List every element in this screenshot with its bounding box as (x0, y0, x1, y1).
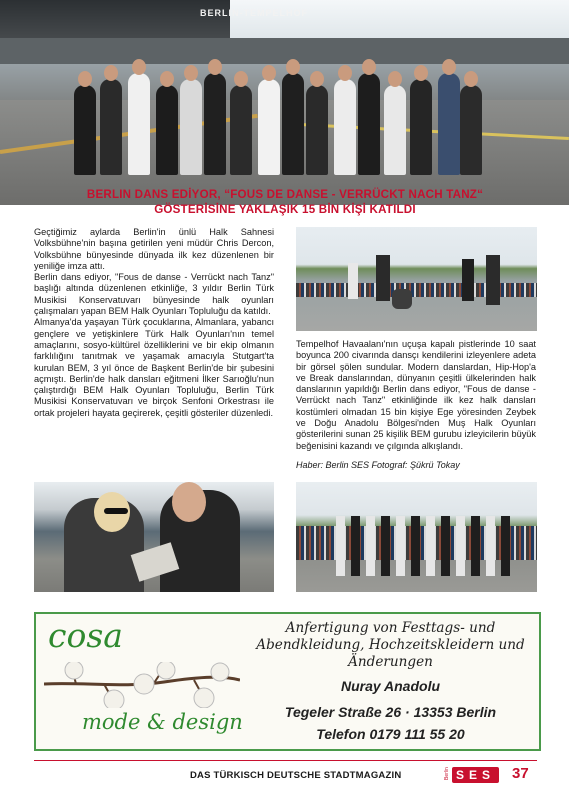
interview-photo (34, 482, 274, 592)
ad-brand-logo: cosa (48, 616, 123, 655)
dancer-figure (381, 516, 390, 576)
person-figure (282, 73, 304, 175)
person-head (464, 71, 478, 87)
dancer-figure (392, 289, 412, 309)
person-figure (100, 79, 122, 175)
person-head (362, 59, 376, 75)
dancer-figure (411, 516, 420, 576)
headline-line2: GÖSTERİSİNE YAKLAŞIK 15 BİN KİŞİ KATILDI (154, 203, 416, 216)
footer-logo-small: Berlin (444, 767, 450, 780)
dancer-figure (486, 516, 495, 576)
man-head (172, 482, 206, 522)
article-paragraph: Berlin dans ediyor, "Fous de danse - Verrückt nach Tanz" başlığı altında düzenlenen etkinliğe, 3 yıldır Berlin Türk Musikisi Konservatuvarı bünyesinde halk oyunları çalışmaları yapan BEM Halk Oyunları Topluluğu da katıldı. (34, 272, 274, 317)
dancer-figure (336, 516, 345, 576)
ad-tagline: Anfertigung von Festtags- und Abendkleidung, Hochzeitskleidern und Änderungen (256, 620, 525, 670)
person-figure (460, 85, 482, 175)
ad-phone: Telefon 0179 111 55 20 (316, 726, 465, 742)
dancer-figure (351, 516, 360, 576)
article-left-column (34, 227, 274, 419)
person-figure (156, 85, 178, 175)
dancer-figure (426, 516, 435, 576)
headline-line1: BERLIN DANS EDİYOR, “FOUS DE DANSE - VERRÜCKT NACH TANZ“ (86, 188, 484, 201)
person-head (184, 65, 198, 81)
article-paragraph: Almanya'da yaşayan Türk çocuklarına, Almanlara, yabancı gençlere ve yetişkinlere Türk Halk Oyunları'nın temel amaçlarını, sosyo-kültürel özelliklerini ve bir ekip olmanın farklılığını tanıtmak ve yaşamak amacıyla Stutgart'ta kurulan BEM, 3 yıl önce de Başkent Berlin'de bir şubesini açmıştı. Berlin'de halk dansları eğitmeni İlker Sarıoğlu'nun çalıştırdığı BEM Halk Oyunları Topluluğu, Berlin Türk Musikisi Konservatuvarı ve birçok Senfoni Orkestrası ile ortak projeleri hayata geçirerek, çeşitli gösteriler düzenledi. (34, 317, 274, 418)
dancer-figure (486, 255, 500, 305)
ses-logo-text: SES (452, 767, 499, 783)
photo-credit: Haber: Berlin SES Fotograf: Şükrü Tokay (296, 460, 460, 470)
terminal-sign: BERLIN-TEMPELHOF (200, 8, 308, 18)
person-head (160, 71, 174, 87)
folk-dance-photo (296, 482, 537, 592)
footer-magazine-title: DAS TÜRKISCH DEUTSCHE STADTMAGAZIN (190, 770, 402, 781)
person-head (104, 65, 118, 81)
terminal-building (0, 38, 569, 64)
article-paragraph: Geçtiğimiz aylarda Berlin'in ünlü Halk Sahnesi Volksbühne'nin başına getirilen yeni müdür Chris Dercon, Volksbühne bünyesinde dünyada ilk kez düzenlenen bir yeniliğe imza attı. (34, 227, 274, 271)
dancer-figure (348, 263, 358, 299)
person-figure (180, 79, 202, 175)
person-figure (230, 85, 252, 175)
person-head (234, 71, 248, 87)
article-right-column (296, 339, 536, 452)
advertisement-cosa (34, 612, 541, 751)
person-head (132, 59, 146, 75)
spectator-crowd (296, 283, 537, 297)
person-figure (438, 73, 460, 175)
person-figure (204, 73, 226, 175)
sunglasses (104, 508, 128, 514)
article-paragraph: Tempelhof Havaalanı'nın uçuşa kapalı pistlerinde 10 saat boyunca 200 civarında dansçı kendilerini izleyenlere adeta bir görsel şölen sundular. Modern danslardan, Hip-Hop'a ve Break danslarından, dünyanın çeşitli ülkelerinden halk danslarının yapıldığı Berlin dans ediyor, "Fous de danse - Verrückt nach Tanz" etkinliğinde ilk kez halk dansları kostümleri olmadan 15 bin kişiye Ege yöresinden Zeybek ve Doğu Anadolu Bölgesi'nden Muş Halk Oyunları gösterilerini sunan 25 kişilik BEM gurubu izleyicilerin büyük beğenisini kazandı ve çılgında alkışlandı. (296, 339, 536, 451)
breakdance-photo (296, 227, 537, 331)
person-head (388, 71, 402, 87)
ses-logo (452, 766, 507, 782)
person-figure (334, 79, 356, 175)
person-head (208, 59, 222, 75)
person-figure (410, 79, 432, 175)
dancer-figure (396, 516, 405, 576)
ad-brand-subtitle: mode & design (82, 710, 243, 734)
dancer-figure (471, 516, 480, 576)
ad-contact-name: Nuray Anadolu (340, 678, 441, 694)
person-head (262, 65, 276, 81)
person-head (338, 65, 352, 81)
dancer-figure (456, 516, 465, 576)
dancer-figure (366, 516, 375, 576)
sky (230, 0, 569, 40)
person-figure (358, 73, 380, 175)
ad-address: Tegeler Straße 26 · 13353 Berlin (284, 704, 497, 720)
person-figure (128, 73, 150, 175)
footer-divider (34, 760, 537, 761)
dancer-figure (441, 516, 450, 576)
dancer-figure (462, 259, 474, 301)
dancer-figure (501, 516, 510, 576)
person-head (78, 71, 92, 87)
person-head (310, 71, 324, 87)
person-head (286, 59, 300, 75)
hero-group-photo (0, 0, 569, 205)
person-head (414, 65, 428, 81)
person-figure (258, 79, 280, 175)
person-figure (306, 85, 328, 175)
page-number: 37 (512, 765, 529, 782)
dancer-figure (376, 255, 390, 301)
person-head (442, 59, 456, 75)
cotton-branch-icon (44, 662, 240, 708)
person-figure (74, 85, 96, 175)
person-figure (384, 85, 406, 175)
